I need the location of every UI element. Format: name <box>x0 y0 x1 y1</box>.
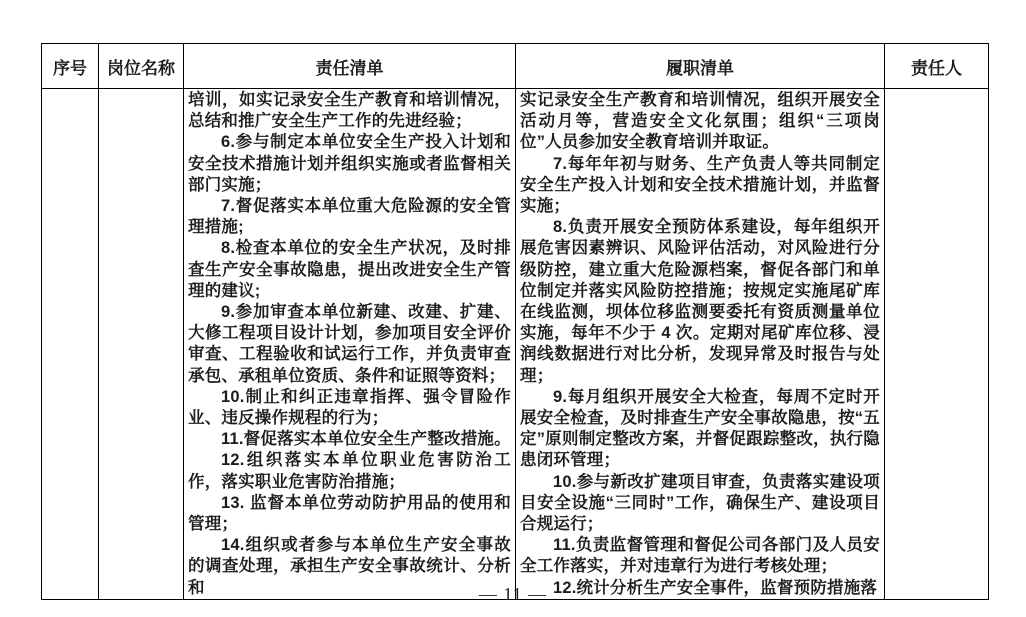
list-paragraph: 11.负责监督管理和督促公司各部门及人员安全工作落实，并对违章行为进行考核处理； <box>520 536 880 576</box>
list-paragraph: 7.每年年初与财务、生产负责人等共同制定安全生产投入计划和安全技术措施计划，并监督实施； <box>520 154 880 216</box>
list-paragraph: 12.统计分析生产安全事件，监督预防措施落 <box>553 578 878 597</box>
header-cell-duty: 履职清单 <box>516 44 885 89</box>
cell-position <box>99 89 184 600</box>
list-paragraph: 11.督促落实本单位安全生产整改措施。 <box>221 430 511 449</box>
header-cell-responsibility: 责任清单 <box>184 44 516 89</box>
list-paragraph: 9.每月组织开展安全大检查，每周不定时开展安全检查，及时排查生产安全事故隐患，按“五定”原则制定整改方案，并督促跟踪整改，执行隐患闭环管理； <box>520 387 880 470</box>
header-cell-serial: 序号 <box>42 44 99 89</box>
cell-responsible-person <box>885 89 989 600</box>
list-paragraph: 7.督促落实本单位重大危险源的安全管理措施; <box>188 197 511 237</box>
list-paragraph: 12.组织落实本单位职业危害防治工作，落实职业危害防治措施； <box>188 451 511 491</box>
list-paragraph: 9.参加审查本单位新建、改建、扩建、大修工程项目设计计划，参加项目安全评价审查、工程验收和试运行工作，并负责审查承包、承租单位资质、条件和证照等资料； <box>188 303 511 385</box>
header-cell-responsible-person: 责任人 <box>885 44 989 89</box>
table-body-row <box>42 89 989 600</box>
cell-responsibility-list <box>184 89 516 600</box>
cell-serial <box>42 89 99 600</box>
list-paragraph: 8.检查本单位的安全生产状况，及时排查生产安全事故隐患，提出改进安全生产管理的建议; <box>188 239 511 300</box>
list-paragraph: 10.参与新改扩建项目审查，负责落实建设项目安全设施“三同时”工作，确保生产、建设项目合规运行； <box>520 472 880 534</box>
list-paragraph: 14.组织或者参与本单位生产安全事故的调查处理，承担生产安全事故统计、分析和 <box>188 536 511 597</box>
list-paragraph: 10.制止和纠正违章指挥、强令冒险作业、违反操作规程的行为； <box>188 387 511 428</box>
cell-duty-list <box>516 89 885 600</box>
responsibility-table <box>41 43 989 600</box>
list-paragraph: 8.负责开展安全预防体系建设，每年组织开展危害因素辨识、风险评估活动，对风险进行分级防控，建立重大危险源档案，督促各部门和单位制定并落实风险防控措施；按规定实施尾矿库在线监测，坝体位移监测要委托有资质测量单位实施，每年不少于 4 次。定期对尾矿库位移、浸润线数据进行对比分析，发现异常及时报告与处理； <box>520 218 880 385</box>
header-cell-position: 岗位名称 <box>99 44 184 89</box>
list-paragraph: 6.参与制定本单位安全生产投入计划和安全技术措施计划并组织实施或者监督相关部门实施； <box>188 133 511 194</box>
page-number: — 11 — <box>478 584 548 604</box>
list-paragraph: 13. 监督本单位劳动防护用品的使用和管理； <box>188 493 511 534</box>
table-header-row <box>42 44 989 89</box>
list-paragraph: 实记录安全生产教育和培训情况，组织开展安全活动月等，营造安全文化氛围；组织“三项岗位”人员参加安全教育培训并取证。 <box>520 91 880 152</box>
list-paragraph: 培训，如实记录安全生产教育和培训情况，总结和推广安全生产工作的先进经验； <box>188 91 511 131</box>
